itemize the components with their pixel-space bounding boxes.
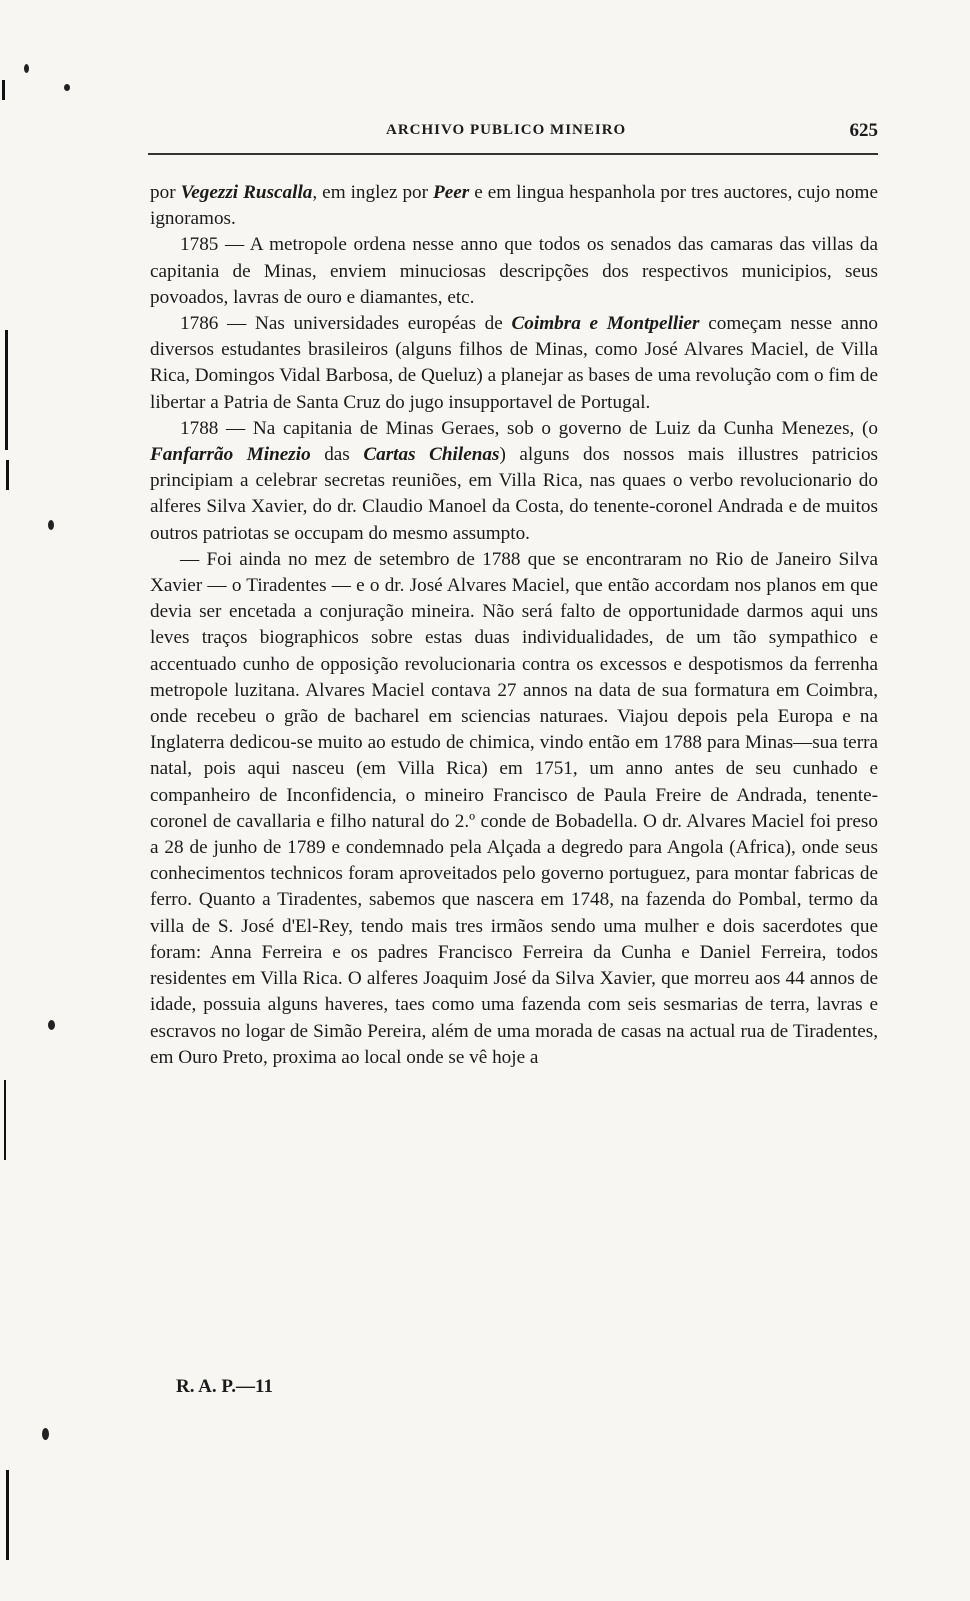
scan-speck (64, 84, 70, 91)
text-run: , em inglez por (312, 182, 434, 203)
paragraph (150, 311, 878, 416)
text-run: por (150, 182, 181, 203)
text-run: começam nesse anno diversos estudantes brasileiros (alguns filhos de Minas, como José Alvares Maciel, de Villa Rica, Domingos Vidal Barbosa, de Queluz) a planejar as bases de uma revolução com o fim de libertar a Patria de Santa Cruz do jugo insupportavel de Portugal. (150, 313, 879, 413)
scan-speck (48, 520, 54, 530)
scan-edge-mark (6, 460, 9, 490)
text-run: 1786 — Nas universidades européas de (180, 313, 512, 335)
text-run: das (310, 444, 364, 466)
text-run: 1788 — Na capitania de Minas Geraes, sob o governo de Luiz da Cunha Menezes, (o (180, 417, 878, 439)
paragraph (150, 416, 878, 547)
italic-text: Coimbra e Montpellier (511, 313, 700, 335)
paragraph (150, 547, 878, 1071)
page-number: 625 (849, 120, 878, 141)
text-run: ) alguns dos nossos mais illustres patricios principiam a celebrar secretas reuniões, em Villa Rica, nas quaes o verbo revolucionario do alferes Silva Xavier, do dr. Claudio Manoel da Costa, do tenente-coronel Andrada e de muitos outros patriotas se occupam do mesmo assumpto. (150, 444, 879, 544)
header-rule (148, 153, 878, 155)
italic-text: Peer (433, 182, 470, 203)
scan-edge-mark (4, 1080, 6, 1160)
italic-text: Vegezzi Ruscalla (180, 182, 313, 203)
page-header (148, 120, 878, 150)
text-run: e em lingua hespanhola por tres auctores, cujo nome ignoramos. (150, 182, 878, 230)
scan-edge-mark (2, 80, 5, 100)
paragraph (150, 232, 878, 311)
body-text (150, 180, 878, 1071)
running-title: ARCHIVO PUBLICO MINEIRO (386, 122, 627, 138)
scan-speck (42, 1428, 49, 1440)
paragraph (150, 180, 878, 232)
scan-edge-mark (6, 1470, 9, 1560)
italic-text: Fanfarrão Minezio (150, 444, 311, 466)
text-run: — Foi ainda no mez de setembro de 1788 que se encontraram no Rio de Janeiro Silva Xavier — o Tiradentes — e o dr. José Alvares Maciel, que então accordam nos planos em que devia ser encetada a conjuração mineira. Não será falto de opportunidade darmos aqui uns leves traços biographicos sobre estas duas individualidades, de um tão sympathico e accentuado cunho de opposição revolucionaria contra os excessos e despotismos da ferrenha metropole luzitana. Alvares Maciel contava 27 annos na data de sua formatura em Coimbra, onde recebeu o grão de bacharel em sciencias naturaes. Viajou depois pela Europa e na Inglaterra dedicou-se muito ao estudo de chimica, vindo então em 1788 para Minas—sua terra natal, pois aqui nasceu (em Villa Rica) em 1751, um anno antes de seu cunhado e companheiro de Inconfidencia, o mineiro Francisco de Paula Freire de Andrada, tenente-coronel de cavallaria e filho natural do 2.º conde de Bobadella. O dr. Alvares Maciel foi preso a 28 de junho de 1789 e condemnado pela Alçada a degredo para Angola (Africa), onde seus conhecimentos technicos foram aproveitados pelo governo portuguez, para montar fabricas de ferro. Quanto a Tiradentes, sabemos que nascera em 1748, na fazenda do Pombal, termo da villa de S. José d'El-Rey, tendo mais tres irmãos sendo uma mulher e dois sacerdotes que foram: Anna Ferreira e os padres Francisco Ferreira da Cunha e Daniel Ferreira, todos residentes em Villa Rica. O alferes Joaquim José da Silva Xavier, que morreu aos 44 annos de idade, possuia alguns haveres, taes como uma fazenda com seis sesmarias de terra, lavras e escravos no logar de Simão Pereira, além de uma morada de casas na actual rua de Tiradentes, em Ouro Preto, proxima ao local onde se vê hoje a (150, 548, 878, 1068)
scan-speck (48, 1020, 55, 1030)
scan-edge-mark (5, 330, 8, 450)
scan-speck (24, 64, 29, 73)
text-run: 1785 — A metropole ordena nesse anno que todos os senados das camaras das villas da capitania de Minas, enviem minuciosas descripções dos respectivos municipios, seus povoados, lavras de ouro e diamantes, etc. (150, 234, 878, 308)
signature-mark: R. A. P.—11 (176, 1376, 273, 1397)
italic-text: Cartas Chilenas (363, 444, 500, 466)
